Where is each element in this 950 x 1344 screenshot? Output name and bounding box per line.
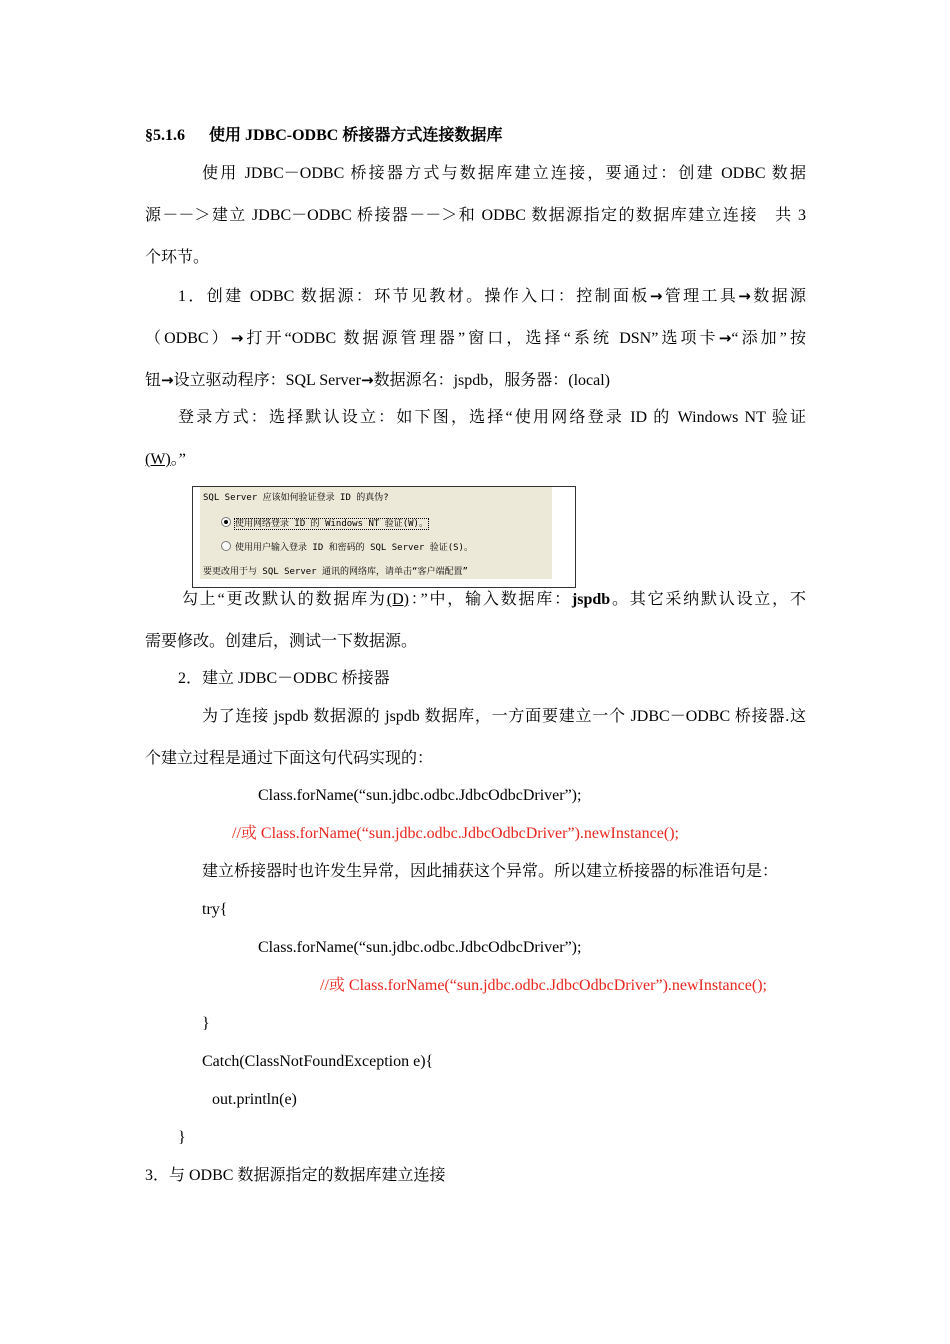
section-title: 使用 JDBC-ODBC 桥接器方式连接数据库 xyxy=(209,127,503,144)
code-line: } xyxy=(202,1015,210,1032)
step2-title: 2．建立 JDBC－ODBC 桥接器 xyxy=(178,670,390,687)
step1-line-1: 1．创建 ODBC 数据源：环节见教材。操作入口：控制面板→管理工具→数据源 xyxy=(178,287,806,305)
after-line-1: 勾上“更改默认的数据库为(D)：”中，输入数据库：jspdb。其它采纳默认设立，不 xyxy=(182,591,806,608)
arrow-right-icon: → xyxy=(161,371,174,389)
section-number: §5.1.6 xyxy=(145,127,185,144)
after-line-2: 需要修改。创建后，测试一下数据源。 xyxy=(145,633,418,650)
step1-line-2: （ODBC）→打开“ODBC 数据源管理器”窗口，选择“系统 DSN”选项卡→“添加”按 xyxy=(145,329,806,347)
login-line-2: (W)。” xyxy=(145,451,186,468)
arrow-right-icon: → xyxy=(718,329,732,347)
radio-windows-nt-auth[interactable] xyxy=(221,517,231,527)
step2-para-line-2: 个建立过程是通过下面这句代码实现的： xyxy=(145,750,434,767)
code-line: out.println(e) xyxy=(212,1091,297,1108)
dialog-question: SQL Server 应该如何验证登录 ID 的真伪? xyxy=(203,493,389,503)
login-line-1: 登录方式：选择默认设立：如下图，选择“使用网络登录 ID 的 Windows NT 验证 xyxy=(178,409,806,426)
step3-title: 3．与 ODBC 数据源指定的数据库建立连接 xyxy=(145,1167,446,1184)
step2-para-line-1: 为了连接 jspdb 数据源的 jspdb 数据库，一方面要建立一个 JDBC－ODBC 桥接器.这 xyxy=(202,708,806,725)
code-comment: //或 Class.forName(“sun.jdbc.odbc.JdbcOdbcDriver”).newInstance(); xyxy=(320,977,767,994)
radio-sql-server-auth[interactable] xyxy=(221,541,231,551)
option-sql-server-auth-label[interactable]: 使用用户输入登录 ID 和密码的 SQL Server 验证(S)。 xyxy=(235,543,473,553)
section-heading xyxy=(145,126,806,146)
dialog-note: 要更改用于与 SQL Server 通讯的网络库，请单击“客户端配置” xyxy=(203,567,468,577)
code-line: Class.forName(“sun.jdbc.odbc.JdbcOdbcDriver”); xyxy=(258,939,582,956)
step2-para-line-3: 建立桥接器时也许发生异常，因此捕获这个异常。所以建立桥接器的标准语句是： xyxy=(202,863,779,880)
code-line: Catch(ClassNotFoundException e){ xyxy=(202,1053,434,1070)
code-line: } xyxy=(178,1129,186,1146)
option-windows-nt-auth-label[interactable]: 使用网络登录 ID 的 Windows NT 验证(W)。 xyxy=(235,519,428,529)
arrow-right-icon: → xyxy=(230,329,244,347)
intro-line-2: 源－－＞建立 JDBC－ODBC 桥接器－－＞和 ODBC 数据源指定的数据库建立连接 共 3 xyxy=(145,207,806,224)
arrow-right-icon: → xyxy=(738,287,751,305)
dialog-screenshot-frame xyxy=(192,486,576,588)
code-line: Class.forName(“sun.jdbc.odbc.JdbcOdbcDriver”); xyxy=(258,787,582,804)
intro-line-1: 使用 JDBC－ODBC 桥接器方式与数据库建立连接，要通过：创建 ODBC 数据 xyxy=(202,165,806,182)
arrow-right-icon: → xyxy=(361,371,374,389)
intro-line-3: 个环节。 xyxy=(145,249,210,266)
code-comment: //或 Class.forName(“sun.jdbc.odbc.JdbcOdbcDriver”).newInstance(); xyxy=(232,825,679,842)
step1-line-3: 钮→设立驱动程序：SQL Server→数据源名：jspdb，服务器：(local) xyxy=(145,371,611,389)
arrow-right-icon: → xyxy=(649,287,663,305)
auth-dialog xyxy=(200,487,552,579)
code-line: try{ xyxy=(202,901,228,918)
